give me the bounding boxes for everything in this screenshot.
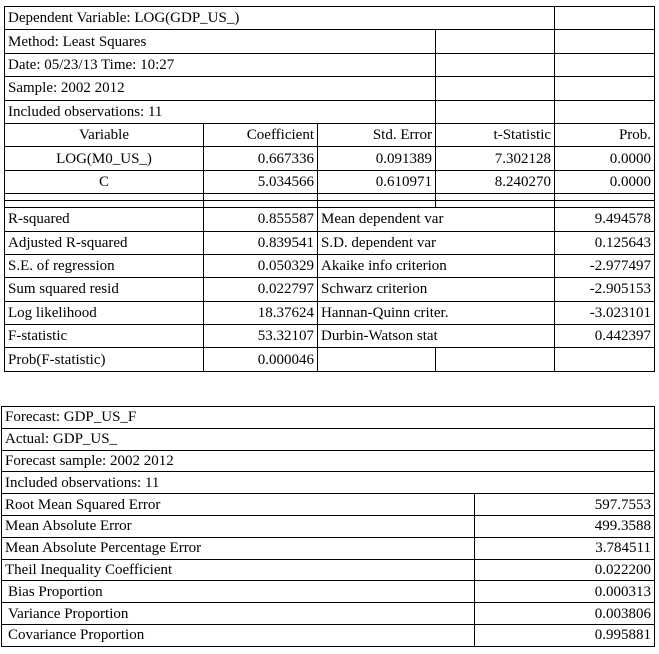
stat-label: F-statistic: [5, 325, 204, 348]
observations: Included observations: 11: [5, 100, 436, 123]
stat-label: S.E. of regression: [5, 254, 204, 277]
stat-row: [5, 301, 655, 324]
forecast-stat-value: 0.995881: [594, 627, 651, 644]
forecast-stat-value: 0.022200: [475, 559, 655, 581]
stat-label-2: Mean dependent var: [318, 208, 555, 231]
stat-value: 18.37624: [204, 301, 318, 324]
stat-label: Sum squared resid: [5, 278, 204, 301]
forecast-stat-label: Bias Proportion: [2, 581, 475, 603]
actual-row: [2, 428, 655, 450]
variable-name: LOG(M0_US_): [5, 147, 204, 170]
stat-value-2: 0.442397: [555, 325, 655, 348]
t-statistic-value: 7.302128: [436, 147, 555, 170]
stat-label: Prob(F-statistic): [5, 348, 204, 371]
header-t-statistic: t-Statistic: [436, 123, 555, 146]
header-prob: Prob.: [555, 123, 655, 146]
forecast-sample-row: [2, 450, 655, 472]
forecast-evaluation-table: [1, 406, 655, 647]
prob-value: 0.0000: [555, 170, 655, 193]
stat-label-2: Durbin-Watson stat: [318, 325, 555, 348]
forecast-sample: Forecast sample: 2002 2012: [2, 450, 475, 472]
header-coefficient: Coefficient: [204, 123, 318, 146]
stat-label: Adjusted R-squared: [5, 231, 204, 254]
forecast-stat-row: [2, 581, 655, 603]
forecast-stat-row: [2, 559, 655, 581]
stat-label-2: Schwarz criterion: [318, 278, 555, 301]
spacer-row: [5, 194, 655, 201]
stat-label-2: Hannan-Quinn criter.: [318, 301, 555, 324]
stat-value-2: -2.977497: [555, 254, 655, 277]
header-variable: Variable: [5, 123, 204, 146]
stat-label-2: [318, 348, 436, 371]
stat-value-2: [555, 348, 655, 371]
t-statistic-value: 8.240270: [436, 170, 555, 193]
stat-row: [5, 325, 655, 348]
coefficient-value: 0.667336: [204, 147, 318, 170]
regression-output-table: [4, 6, 655, 372]
coefficient-row: [5, 147, 655, 170]
sample: Sample: 2002 2012: [5, 77, 436, 100]
forecast-stat-row: [2, 494, 655, 516]
stat-value: 0.855587: [204, 208, 318, 231]
stat-value: 0.050329: [204, 254, 318, 277]
forecast-stat-label: Covariance Proportion: [2, 624, 475, 646]
stat-value: 0.022797: [204, 278, 318, 301]
date-row: [5, 53, 655, 76]
forecast-row: [2, 407, 655, 429]
prob-value: 0.0000: [555, 147, 655, 170]
forecast-stat-value: 3.784511: [475, 537, 655, 559]
forecast-stat-row: [2, 515, 655, 537]
forecast-observations-row: [2, 472, 655, 494]
method-row: [5, 30, 655, 53]
stat-label-2: Akaike info criterion: [318, 254, 555, 277]
stat-label: R-squared: [5, 208, 204, 231]
forecast-stat-row: [2, 603, 655, 625]
forecast-stat-label: Mean Absolute Percentage Error: [2, 537, 475, 559]
forecast-stat-value: 0.000313: [475, 581, 655, 603]
method: Method: Least Squares: [5, 30, 436, 53]
forecast-stat-label: Theil Inequality Coefficient: [2, 559, 475, 581]
forecast-stat-row: [2, 624, 655, 646]
stat-label: Log likelihood: [5, 301, 204, 324]
stat-label-2: S.D. dependent var: [318, 231, 555, 254]
stat-value-2: -2.905153: [555, 278, 655, 301]
forecast-stat-value: 499.3588: [475, 515, 655, 537]
std-error-value: 0.610971: [318, 170, 436, 193]
forecast-stat-value: 0.003806: [475, 603, 655, 625]
forecast-observations: Included observations: 11: [2, 472, 475, 494]
stat-value: 0.000046: [204, 348, 318, 371]
stat-value-2: 0.125643: [555, 231, 655, 254]
stat-value: 0.839541: [204, 231, 318, 254]
stat-row: [5, 348, 655, 371]
spacer-row: [5, 201, 655, 208]
sample-row: [5, 77, 655, 100]
forecast-stat-label: Root Mean Squared Error: [2, 494, 475, 516]
stat-row: [5, 231, 655, 254]
stat-value-2: -3.023101: [555, 301, 655, 324]
variable-name: C: [5, 170, 204, 193]
forecast-name: Forecast: GDP_US_F: [2, 407, 475, 429]
header-std-error: Std. Error: [318, 123, 436, 146]
stat-value-2: 9.494578: [555, 208, 655, 231]
forecast-stat-row: [2, 537, 655, 559]
stat-row: [5, 278, 655, 301]
coefficient-row: [5, 170, 655, 193]
dependent-variable: Dependent Variable: LOG(GDP_US_): [5, 7, 555, 30]
forecast-stat-value: 597.7553: [475, 494, 655, 516]
stat-row: [5, 208, 655, 231]
date: Date: 05/23/13 Time: 10:27: [5, 53, 436, 76]
coefficient-value: 5.034566: [204, 170, 318, 193]
dependent-variable-row: [5, 7, 655, 30]
stat-row: [5, 254, 655, 277]
observations-row: [5, 100, 655, 123]
forecast-stat-label: Mean Absolute Error: [2, 515, 475, 537]
coefficient-header-row: [5, 123, 655, 146]
forecast-stat-label: Variance Proportion: [2, 603, 475, 625]
stat-value: 53.32107: [204, 325, 318, 348]
actual-name: Actual: GDP_US_: [2, 428, 475, 450]
std-error-value: 0.091389: [318, 147, 436, 170]
